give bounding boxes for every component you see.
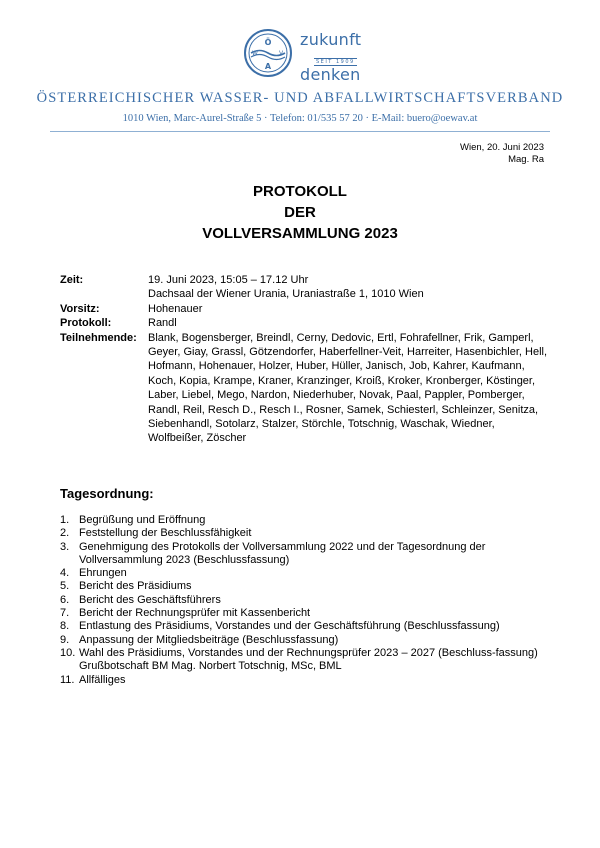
agenda-item-text: Bericht des Geschäftsführers bbox=[79, 593, 221, 606]
agenda-item bbox=[60, 567, 550, 580]
protokoll-label: Protokoll: bbox=[60, 317, 112, 330]
meta-row-vorsitz bbox=[60, 302, 550, 316]
ort-value: Dachsaal der Wiener Urania, Uraniastraße 1, 1010 Wien bbox=[148, 288, 424, 301]
document-title bbox=[0, 181, 600, 244]
agenda-item-number: 9. bbox=[60, 633, 70, 646]
protokoll-value: Randl bbox=[148, 317, 177, 330]
svg-text:Ö: Ö bbox=[264, 38, 272, 47]
agenda-item-number: 5. bbox=[60, 580, 70, 593]
agenda-item-text: Anpassung der Mitgliedsbeiträge (Beschlussfassung) bbox=[79, 633, 339, 646]
oewav-logo bbox=[243, 28, 543, 84]
agenda-item-text: Entlastung des Präsidiums, Vorstandes und der Geschäftsführung (Beschlussfassung) bbox=[79, 620, 500, 633]
agenda-item-text: Bericht des Präsidiums bbox=[79, 580, 192, 593]
title-line-3: VOLLVERSAMMLUNG 2023 bbox=[202, 225, 398, 242]
agenda-item-number: 4. bbox=[60, 567, 70, 580]
agenda-item-text: Ehrungen bbox=[79, 567, 127, 580]
agenda-item-number: 6. bbox=[60, 593, 70, 606]
agenda-item-number: 2. bbox=[60, 527, 70, 540]
agenda-item bbox=[60, 607, 550, 620]
meta-row-ort bbox=[60, 287, 550, 301]
agenda-item bbox=[60, 541, 550, 568]
agenda-item bbox=[60, 660, 550, 673]
agenda-item-number: 11. bbox=[60, 673, 75, 686]
agenda-item-number: 7. bbox=[60, 607, 70, 620]
agenda-item bbox=[60, 594, 550, 607]
document-date: Wien, 20. Juni 2023 bbox=[460, 142, 544, 153]
organization-address: 1010 Wien, Marc-Aurel-Straße 5 · Telefon: 01/535 57 20 · E-Mail: buero@oewav.at bbox=[122, 113, 478, 124]
title-line-2: DER bbox=[284, 204, 316, 221]
agenda-item-text: Feststellung der Beschlussfähigkeit bbox=[79, 527, 252, 540]
agenda-item-text: Wahl des Präsidiums, Vorstandes und der Rechnungsprüfer 2023 – 2027 (Beschluss-fassung) bbox=[79, 646, 538, 659]
teilnehmende-label: Teilnehmende: bbox=[60, 331, 137, 344]
agenda-item bbox=[60, 634, 550, 647]
agenda-item-number: 8. bbox=[60, 620, 70, 633]
agenda-item bbox=[60, 580, 550, 593]
svg-text:W: W bbox=[252, 50, 258, 57]
logo-since: SEIT 1909 bbox=[316, 59, 355, 65]
logo-slogan-line1: zukunft bbox=[300, 30, 362, 49]
meta-row-zeit bbox=[60, 273, 550, 287]
zeit-value: 19. Juni 2023, 15:05 – 17.12 Uhr bbox=[148, 274, 309, 286]
vorsitz-value: Hohenauer bbox=[148, 302, 203, 315]
agenda-item-number bbox=[60, 660, 79, 673]
agenda-item-number: 1. bbox=[60, 514, 70, 526]
agenda-item-text: Grußbotschaft BM Mag. Norbert Totschnig, MSc, BML bbox=[79, 660, 342, 673]
organization-name: ÖSTERREICHISCHER WASSER- UND ABFALLWIRTSCHAFTSVERBAND bbox=[36, 90, 564, 106]
agenda-item bbox=[60, 620, 550, 633]
agenda-item-number: 3. bbox=[60, 540, 70, 553]
agenda-item bbox=[60, 527, 550, 540]
document-author: Mag. Ra bbox=[508, 154, 544, 165]
vorsitz-label: Vorsitz: bbox=[60, 302, 100, 315]
agenda-item-number: 10. bbox=[60, 646, 76, 659]
oewav-emblem-icon bbox=[243, 28, 293, 78]
agenda-item-text: Allfälliges bbox=[79, 673, 126, 686]
logo-slogan bbox=[300, 32, 361, 83]
agenda-item-text: Genehmigung des Protokolls der Vollversammlung 2022 und der Tagesordnung der Vollversammlung 2023 (Beschlussfassung) bbox=[79, 540, 486, 566]
logo-slogan-line2: denken bbox=[300, 65, 361, 84]
agenda-list bbox=[60, 514, 550, 687]
meta-row-teilnehmende bbox=[60, 331, 550, 446]
meta-row-protokoll bbox=[60, 316, 550, 330]
zeit-label: Zeit: bbox=[60, 274, 84, 286]
title-line-1: PROTOKOLL bbox=[253, 183, 347, 200]
header-divider bbox=[50, 131, 550, 132]
agenda-item bbox=[60, 647, 550, 660]
agenda-heading: Tagesordnung: bbox=[60, 486, 154, 501]
teilnehmende-value: Blank, Bogensberger, Breindl, Cerny, Dedovic, Ertl, Fohrafellner, Frik, Gamperl, Geyer, Giay, Grassl, Götzendorfer, Haberfellner-Veit, Harreiter, Hasenbichler, Hell, Hofmann, Hohenauer, Holzer, Huber, Hüller, Janisch, Job, Kahrer, Kaufmann, Koch, Kopia, Krampe, Kraner, Kranzinger, Kroiß, Kroker, Kronberger, Köstinger, Laber, Liebel, Mego, Nardon, Niederhuber, Novak, Paal, Pappler, Pomberger, Randl, Reil, Resch D., Resch I., Rosner, Samek, Schiesterl, Schleinzer, Senitza, Siebenhandl, Sotolarz, Stalzer, Störchle, Totschnig, Waschak, Wiedner, Wolfbeißer, Zöscher bbox=[148, 331, 548, 445]
agenda-item bbox=[60, 674, 550, 687]
agenda-item-text: Begrüßung und Eröffnung bbox=[79, 514, 206, 526]
date-block bbox=[460, 142, 544, 166]
agenda-item-text: Bericht der Rechnungsprüfer mit Kassenbericht bbox=[79, 607, 311, 620]
svg-text:V: V bbox=[278, 50, 284, 57]
meeting-details bbox=[60, 273, 550, 446]
agenda-item bbox=[60, 514, 550, 527]
svg-text:A: A bbox=[264, 62, 272, 71]
